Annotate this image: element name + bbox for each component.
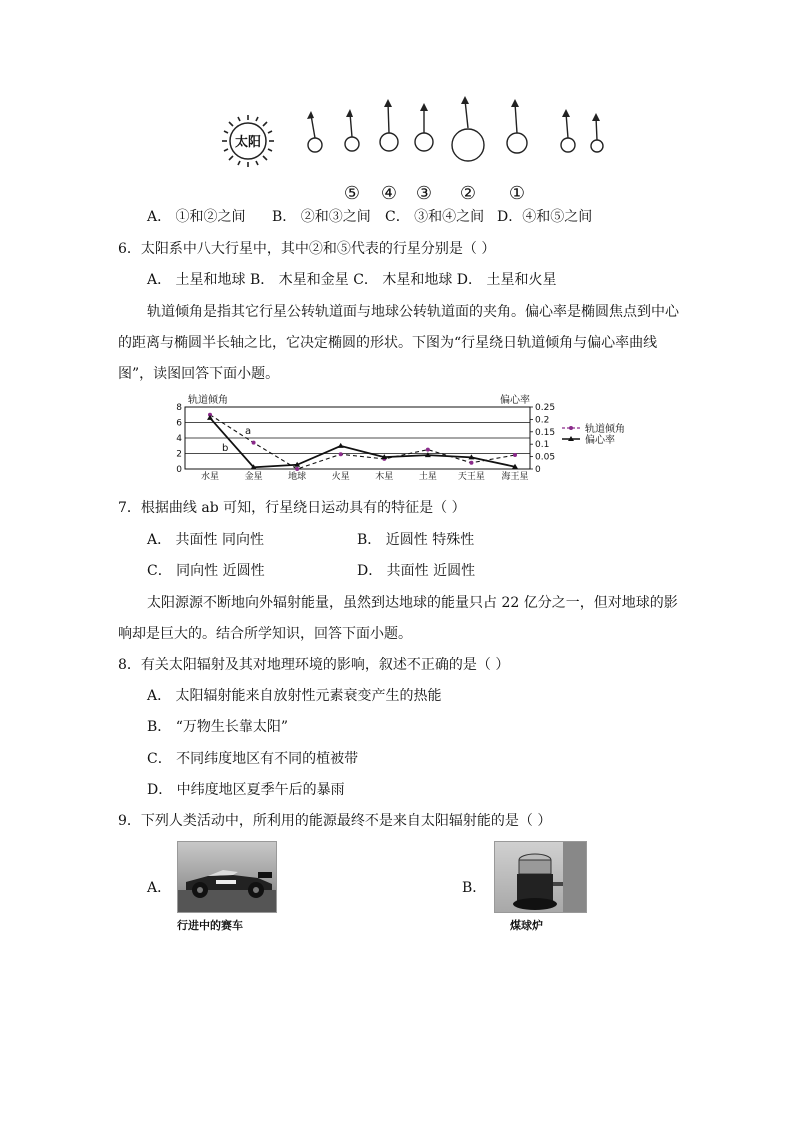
- y-left-tick-label: 4: [176, 434, 182, 444]
- q9-stem: 9．下列人类活动中，所利用的能源最终不是来自太阳辐射能的是（ ）: [118, 813, 552, 829]
- planet-number-5: ⑤: [343, 183, 361, 204]
- series-line-eccentricity: [210, 418, 515, 467]
- q5-option-d: D．④和⑤之间: [497, 209, 593, 225]
- planet-4: [452, 100, 484, 161]
- planet-6: [380, 103, 398, 151]
- planets-figure: [210, 95, 620, 205]
- chart-legend: [562, 422, 625, 446]
- q8-option-d: D． 中纬度地区夏季午后的暴雨: [147, 782, 345, 798]
- q5-option-a: A． ①和②之间: [147, 209, 246, 225]
- q7-option-a: A． 共面性 同向性: [147, 532, 265, 548]
- planet-number-4: ④: [380, 183, 398, 204]
- incline-point: [426, 448, 430, 452]
- incline-point: [252, 441, 256, 445]
- y-left-tick-label: 8: [176, 403, 182, 413]
- intro-orbit-line1: 轨道倾角是指其它行星公转轨道面与地球公转轨道面的夹角。偏心率是椭圆焦点到中心: [147, 304, 679, 320]
- y-right-tick-label: 0.1: [535, 440, 550, 451]
- q8-option-c: C． 不同纬度地区有不同的植被带: [147, 751, 359, 767]
- race-car-photo: [177, 841, 277, 913]
- planet-2: [561, 113, 575, 152]
- q5-option-c: C． ③和④之间: [385, 209, 485, 225]
- q5-option-b: B． ②和③之间: [272, 209, 371, 225]
- q7-option-d: D． 共面性 近圆性: [357, 563, 476, 579]
- intro-sun-line1: 太阳源源不断地向外辐射能量，虽然到达地球的能量只占 22 亿分之一，但对地球的影: [147, 595, 678, 611]
- q7-option-c: C． 同向性 近圆性: [147, 563, 265, 579]
- eccentricity-point: [338, 443, 344, 448]
- planet-5: [415, 107, 433, 151]
- x-tick-label: 火星: [331, 472, 350, 482]
- x-tick-label: 天王星: [457, 472, 485, 482]
- incline-point: [295, 467, 299, 471]
- race-car-caption: 行进中的赛车: [177, 919, 243, 932]
- planet-3: [507, 103, 527, 153]
- y-left-tick-label: 0: [176, 465, 182, 475]
- y-left-tick-label: 2: [176, 449, 182, 460]
- planet-number-1: ①: [508, 183, 526, 204]
- planet-1: [591, 117, 603, 152]
- annotation-b: b: [222, 443, 229, 454]
- chart-right-axis-label: 偏心率: [500, 395, 530, 406]
- y-right-tick-label: 0: [535, 465, 541, 475]
- planet-7: [345, 113, 359, 151]
- coal-stove-photo: [494, 841, 587, 913]
- coal-stove-caption: 煤球炉: [510, 919, 543, 932]
- q7-option-b: B． 近圆性 特殊性: [357, 532, 475, 548]
- y-right-tick-label: 0.25: [535, 403, 556, 413]
- x-tick-label: 金星: [244, 472, 263, 482]
- incline-point: [469, 461, 473, 465]
- planet-8: [308, 115, 322, 152]
- y-left-tick-label: 6: [176, 418, 182, 429]
- x-tick-label: 木星: [375, 472, 394, 482]
- intro-orbit-line2: 的距离与椭圆半长轴之比，它决定椭圆的形状。下图为“行星绕日轨道倾角与偏心率曲线: [118, 335, 658, 351]
- q9-option-a-label: A．: [147, 880, 172, 896]
- intro-sun-line2: 响却是巨大的。结合所学知识，回答下面小题。: [118, 626, 412, 642]
- orbit-chart: [170, 393, 670, 488]
- x-tick-label: 水星: [200, 472, 220, 482]
- sun-label: 太阳: [234, 135, 262, 150]
- sun-icon: [222, 115, 274, 167]
- q9-option-b-label: B．: [462, 880, 487, 896]
- y-right-tick-label: 0.05: [535, 452, 556, 463]
- q8-stem: 8．有关太阳辐射及其对地理环境的影响，叙述不正确的是（ ）: [118, 657, 510, 673]
- q6-stem: 6．太阳系中八大行星中，其中②和⑤代表的行星分别是（ ）: [118, 241, 496, 257]
- y-right-tick-label: 0.15: [535, 427, 556, 438]
- planet-number-2: ②: [459, 183, 477, 204]
- incline-point: [513, 453, 517, 457]
- chart-left-axis-label: 轨道倾角: [188, 395, 228, 406]
- q8-option-b: B． “万物生长靠太阳”: [147, 719, 289, 735]
- q6-options: A． 土星和地球 B． 木星和金星 C． 木星和地球 D． 土星和火星: [147, 272, 557, 288]
- q7-stem: 7．根据曲线 ab 可知，行星绕日运动具有的特征是（ ）: [118, 500, 466, 516]
- y-right-tick-label: 0.2: [535, 415, 550, 426]
- x-tick-label: 海王星: [501, 472, 529, 482]
- legend-item-incline: 轨道倾角: [585, 424, 625, 435]
- legend-item-eccentricity: 偏心率: [585, 435, 615, 446]
- planet-number-3: ③: [415, 183, 433, 204]
- q8-option-a: A． 太阳辐射能来自放射性元素衰变产生的热能: [147, 688, 442, 704]
- annotation-a: a: [245, 426, 252, 437]
- incline-point: [339, 452, 343, 456]
- x-tick-label: 地球: [288, 472, 307, 482]
- intro-orbit-line3: 图”，读图回答下面小题。: [118, 366, 280, 382]
- x-tick-label: 土星: [418, 472, 437, 482]
